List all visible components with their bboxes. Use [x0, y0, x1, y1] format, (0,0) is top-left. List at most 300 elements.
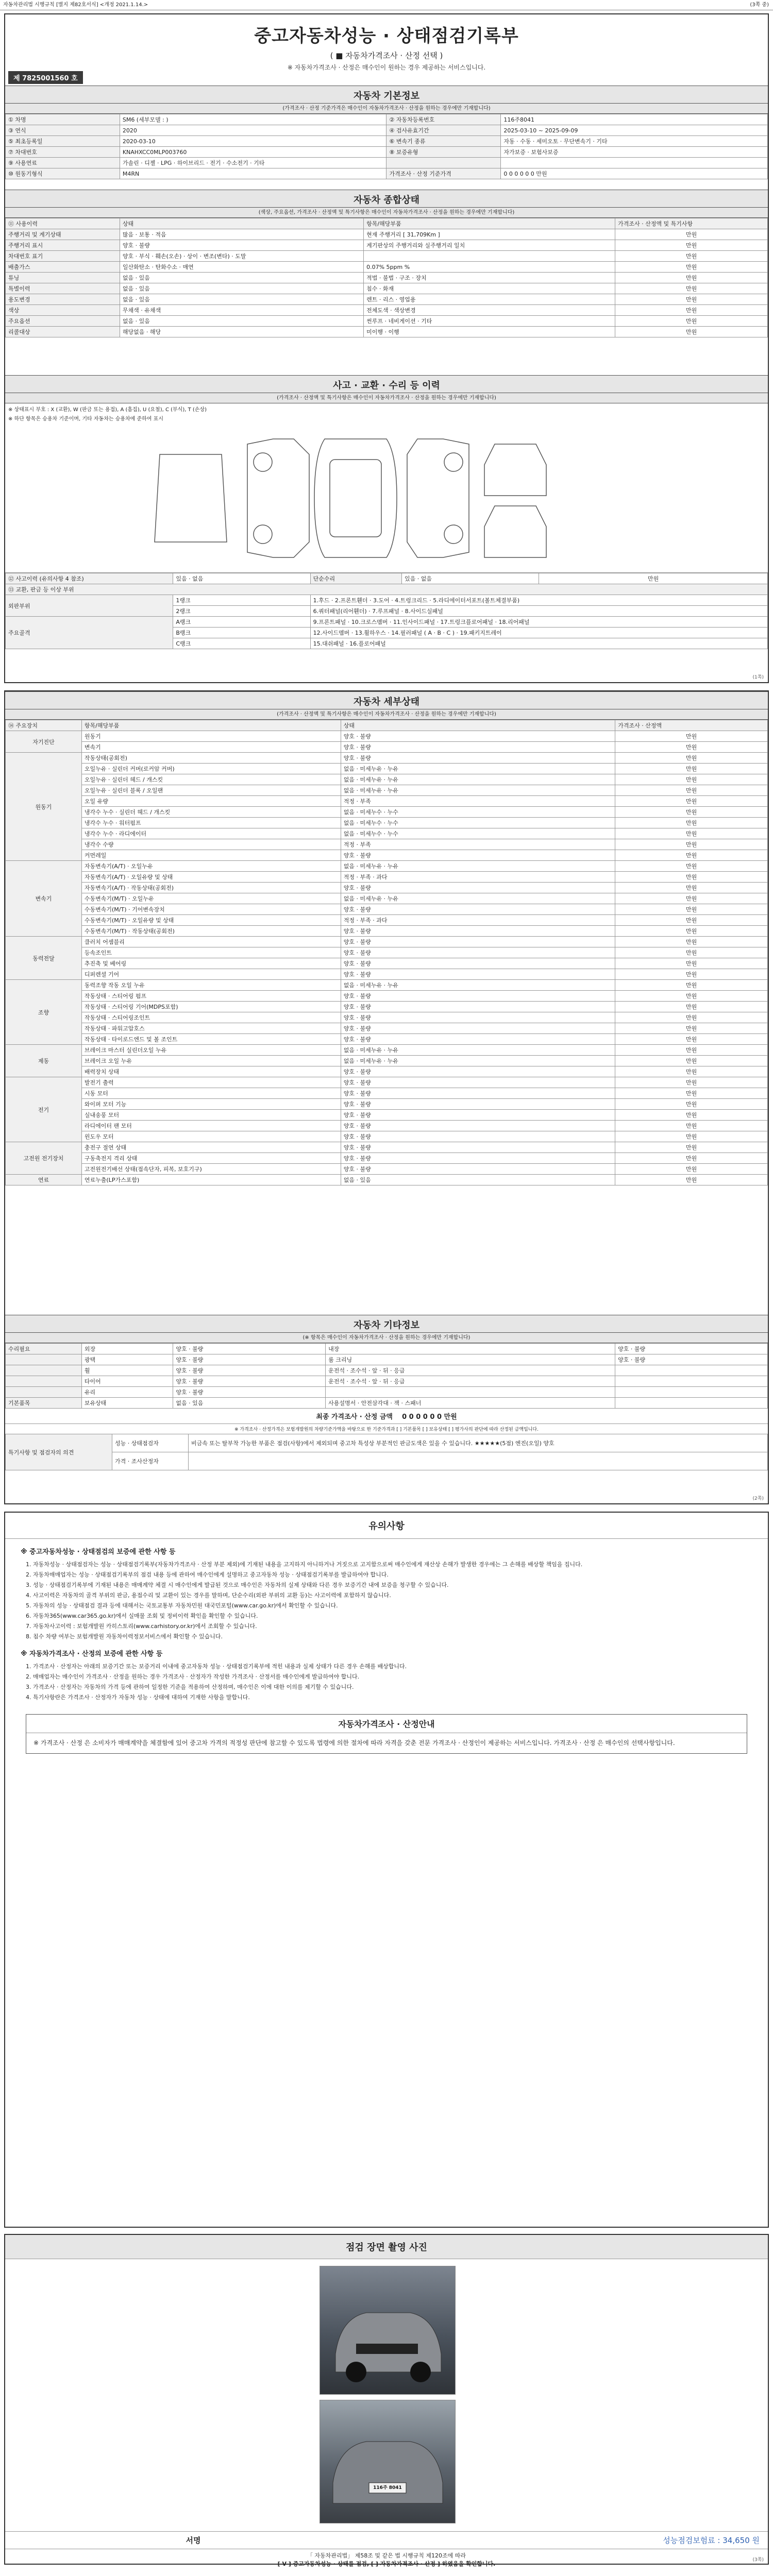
detail-state: 양호 · 불량: [341, 1012, 615, 1023]
sign-row: [5, 2532, 768, 2549]
overall-row: [6, 251, 768, 262]
detail-row: [6, 1153, 768, 1164]
other-group: [6, 1365, 82, 1376]
accident-table: [5, 573, 768, 649]
detail-price: 만원: [615, 1142, 768, 1153]
detail-price: 만원: [615, 980, 768, 991]
detail-state: 양호 · 불량: [341, 1088, 615, 1099]
other-row: [6, 1398, 768, 1409]
detail-row: [6, 958, 768, 969]
perf-inspector-label: 성능 · 상태점검자: [112, 1434, 189, 1452]
detail-row: [6, 991, 768, 1002]
notice-item: 4. 특기사항란은 가격조사 · 산정자가 자동차 성능 · 상태에 대하여 기재한 사항을 말합니다.: [26, 1694, 250, 1701]
overall-price: 만원: [615, 327, 768, 337]
basic-value: 가솔린 · 디젤 · LPG · 하이브리드 · 전기 · 수소전기 · 기타: [120, 158, 386, 168]
insurance-fee: 성능점검보험료 : 34,650 원: [663, 2536, 760, 2545]
other-value-a: 양호 · 불량: [173, 1376, 326, 1387]
simple-repair-value: 있음 · 없음: [402, 573, 539, 584]
detail-price: 만원: [615, 937, 768, 947]
detail-part: 실내송풍 모터: [81, 1110, 341, 1121]
overall-head-2: 상태: [120, 218, 363, 229]
overall-price: 만원: [615, 262, 768, 273]
car-photo-front: [320, 2266, 455, 2394]
rankB-items: 12.사이드멤버 · 13.휠하우스 · 14.필러패널 ( A · B · C ) · 19.패키지트레이: [310, 628, 767, 638]
detail-row: [6, 1077, 768, 1088]
detail-row: [6, 926, 768, 937]
car-front-view: [484, 444, 546, 496]
detail-state: 없음 · 미세누유 · 누유: [341, 1056, 615, 1066]
other-item-b: 운전석 · 조수석 · 앞 · 뒤 · 응급: [326, 1376, 615, 1387]
detail-row: [6, 1056, 768, 1066]
detail-part: 라디에이터 팬 모터: [81, 1121, 341, 1131]
basic-value: 자동 · 수동 · 세미오토 · 무단변속기 · 기타: [501, 136, 768, 147]
detail-state: 없음 · 미세누유 · 누유: [341, 785, 615, 796]
other-value-b: [615, 1398, 768, 1409]
detail-price: 만원: [615, 1153, 768, 1164]
detail-group: 전기: [6, 1077, 82, 1142]
detail-part: 윈도우 모터: [81, 1131, 341, 1142]
detail-part: 브레이크 오일 누유: [81, 1056, 341, 1066]
other-group: [6, 1387, 82, 1398]
detail-state: 없음 · 미세누유 · 누유: [341, 1045, 615, 1056]
price-inspector-text: [188, 1452, 767, 1470]
detail-row: [6, 785, 768, 796]
detail-state: 양호 · 불량: [341, 1002, 615, 1012]
overall-title: 자동차 종합상태: [5, 190, 768, 208]
overall-head-3: 항목/해당부품: [364, 218, 615, 229]
detail-row: [6, 1131, 768, 1142]
detail-row: [6, 1002, 768, 1012]
detail-state: 양호 · 불량: [341, 1023, 615, 1034]
rankA-label: A랭크: [173, 617, 310, 628]
car-right-side: [407, 439, 469, 557]
detail-part: 수동변속기(M/T) · 기어변속장치: [81, 904, 341, 915]
detail-price: 만원: [615, 991, 768, 1002]
other-section: [5, 1315, 768, 1470]
form-header: [5, 14, 768, 72]
detail-price: 만원: [615, 742, 768, 753]
notice-item: 2. 매매업자는 매수인이 가격조사 · 산정을 원하는 경우 가격조사 · 산정자가 작성한 가격조사 · 산정서를 매수인에게 발급하여야 합니다.: [26, 1673, 360, 1680]
detail-head-4: 가격조사 · 산정액: [615, 720, 768, 731]
overall-price: 만원: [615, 240, 768, 251]
detail-state: 양호 · 불량: [341, 947, 615, 958]
overall-row: [6, 294, 768, 305]
rank2-items: 6.쿼터패널(리어휀더) · 7.루프패널 · 8.사이드실패널: [310, 606, 767, 617]
page-mark-3: (3쪽): [752, 2557, 764, 2563]
other-item-b: 내장: [326, 1344, 615, 1354]
detail-row: [6, 774, 768, 785]
other-title: 자동차 기타정보: [5, 1315, 768, 1333]
other-item-b: 운전석 · 조수석 · 앞 · 뒤 · 응급: [326, 1365, 615, 1376]
detail-row: [6, 980, 768, 991]
rank2-label: 2랭크: [173, 606, 310, 617]
detail-price: 만원: [615, 958, 768, 969]
detail-group: 자기진단: [6, 731, 82, 753]
doc-number: 제 7825001560 호: [8, 71, 83, 84]
detail-row: [6, 883, 768, 893]
car-frame-view: [155, 454, 227, 542]
detail-state: 양호 · 불량: [341, 1142, 615, 1153]
overall-row: [6, 240, 768, 251]
detail-state: 양호 · 불량: [341, 991, 615, 1002]
overall-item: 차대번호 표기: [6, 251, 120, 262]
detail-table: [5, 720, 768, 1185]
sign-section: [5, 2531, 768, 2568]
detail-price: 만원: [615, 1131, 768, 1142]
detail-state: 양호 · 불량: [341, 883, 615, 893]
detail-part: 오일누유 · 실린더 헤드 / 개스킷: [81, 774, 341, 785]
detail-price: 만원: [615, 1045, 768, 1056]
detail-price: 만원: [615, 926, 768, 937]
overall-row: [6, 316, 768, 327]
other-value-a: 양호 · 불량: [173, 1344, 326, 1354]
basic-info-sub: (가격조사 · 산정 기준가격은 매수인이 자동차가격조사 · 산정을 원하는 경우에만 기재합니다): [5, 104, 768, 114]
detail-part: 시동 모터: [81, 1088, 341, 1099]
detail-state: 양호 · 불량: [341, 926, 615, 937]
detail-group: 제동: [6, 1045, 82, 1077]
detail-row: [6, 1034, 768, 1045]
accident-legend-2: ※ 하단 항목은 승용차 기준이며, 기타 자동차는 승용차에 준하여 표시: [8, 416, 163, 422]
detail-state: 양호 · 불량: [341, 1034, 615, 1045]
detail-row: [6, 818, 768, 828]
detail-part: 오일누유 · 실린더 블록 / 오일팬: [81, 785, 341, 796]
detail-part: 배력장치 상태: [81, 1066, 341, 1077]
detail-state: 양호 · 불량: [341, 742, 615, 753]
detail-part: 작동상태 · 스티어링 기어(MDPS포함): [81, 1002, 341, 1012]
detail-price: 만원: [615, 1121, 768, 1131]
detail-row: [6, 1164, 768, 1175]
detail-part: 자동변속기(A/T) · 작동상태(공회전): [81, 883, 341, 893]
detail-price: 만원: [615, 872, 768, 883]
confirm-line-1: 「 자동차관리법」 제58조 및 같은 법 시행규칙 제120조에 따라: [307, 2552, 466, 2559]
detail-price: 만원: [615, 1164, 768, 1175]
overall-item: 튜닝: [6, 273, 120, 283]
form-legal-ref: 자동차관리법 시행규칙 [별지 제82호서식] <개정 2021.1.14.>: [3, 2, 148, 8]
detail-state: 양호 · 불량: [341, 937, 615, 947]
overall-row: [6, 273, 768, 283]
other-item-a: 휠: [81, 1365, 173, 1376]
basic-value: 2020-03-10: [120, 136, 386, 147]
detail-row: [6, 1099, 768, 1110]
detail-row: [6, 850, 768, 861]
detail-price: 만원: [615, 839, 768, 850]
detail-price: 만원: [615, 1110, 768, 1121]
rankB-label: B랭크: [173, 628, 310, 638]
basic-key: ④ 검사유효기간: [386, 125, 501, 136]
rankC-label: C랭크: [173, 638, 310, 649]
overall-price: 만원: [615, 283, 768, 294]
detail-head-1: ⑭ 주요장치: [6, 720, 82, 731]
overall-state: 없음 · 있음: [120, 273, 363, 283]
overall-item: 용도변경: [6, 294, 120, 305]
basic-key: ⑥ 변속기 종류: [386, 136, 501, 147]
overall-item: 주행거리 및 계기상태: [6, 229, 120, 240]
detail-row: [6, 969, 768, 980]
frame-label: 주요골격: [6, 617, 173, 649]
detail-group: 동력전달: [6, 937, 82, 980]
accident-history-value: 있음 · 없음: [173, 573, 310, 584]
detail-state: 양호 · 불량: [341, 1131, 615, 1142]
perf-inspector-text: 비금속 또는 탈부착 가능한 부품은 점검(사항)에서 제외되며 중고차 특성상 부분적인 판금도색은 있을 수 있습니다. ★★★★★(5점) 엔진(오일) 양호: [188, 1434, 767, 1452]
detail-state: 양호 · 불량: [341, 1164, 615, 1175]
detail-state: 없음 · 미세누유 · 누유: [341, 861, 615, 872]
doc-number-value: 7825001560: [22, 75, 69, 82]
detail-state: 없음 · 미세누수 · 누수: [341, 818, 615, 828]
other-group: [6, 1376, 82, 1387]
overall-item: 주행거리 표시: [6, 240, 120, 251]
other-table: [5, 1343, 768, 1409]
detail-state: 양호 · 불량: [341, 1077, 615, 1088]
accident-sub: (가격조사 · 산정액 및 특기사항은 매수인이 자동차가격조사 · 산정을 원하는 경우에만 기재합니다): [5, 393, 768, 403]
car-outline-diagram: [5, 423, 768, 573]
overall-head-4: 가격조사 · 산정액 및 특기사항: [615, 218, 768, 229]
detail-price: 만원: [615, 1034, 768, 1045]
overall-price: 만원: [615, 273, 768, 283]
overall-detail: [364, 251, 615, 262]
detail-row: [6, 1110, 768, 1121]
other-row: [6, 1365, 768, 1376]
other-value-a: 양호 · 불량: [173, 1354, 326, 1365]
other-item-b: 룸 크리닝: [326, 1354, 615, 1365]
detail-part: 작동상태(공회전): [81, 753, 341, 764]
basic-key: 가격조사 · 산정 기준가격: [386, 168, 501, 179]
overall-row: [6, 229, 768, 240]
detail-row: [6, 904, 768, 915]
detail-part: 원동기: [81, 731, 341, 742]
total-price-note: ※ 가격조사 · 산정가격은 보험개발원의 차량기준가액을 바탕으로 한 기준가격과 [ ] 기본품목 [ ] 보유상태 [ ] 평가사의 판단에 따라 산정된 금액입니다.: [234, 1427, 539, 1432]
rank1-label: 1랭크: [173, 595, 310, 606]
detail-price: 만원: [615, 861, 768, 872]
photo-title: 점검 장면 촬영 사진: [5, 2235, 768, 2259]
detail-state: 없음 · 미세누수 · 누수: [341, 828, 615, 839]
overall-table: [5, 218, 768, 337]
detail-state: 양호 · 불량: [341, 1110, 615, 1121]
accident-price: 만원: [539, 573, 768, 584]
overall-state: 무채색 · 유채색: [120, 305, 363, 316]
notice-item: 5. 자동차의 성능 · 상태점검 결과 등에 대해서는 국토교통부 자동차민원 대국민포털(www.car.go.kr)에서 확인할 수 있습니다.: [26, 1602, 338, 1609]
overall-item: 배출가스: [6, 262, 120, 273]
other-item-a: 보유상태: [81, 1398, 173, 1409]
notice-item: 7. 자동차사고이력 : 보험개발원 카히스토리(www.carhistory.or.kr)에서 조회할 수 있습니다.: [26, 1623, 257, 1630]
outer-label: 외판부위: [6, 595, 173, 617]
notice-item: 4. 사고이력은 자동차의 골격 부위의 판금, 용접수리 및 교환이 있는 경우를 말하며, 단순수리(외판 부위의 교환 등)는 사고이력에 포함하지 않습니다.: [26, 1592, 391, 1599]
other-item-a: 광택: [81, 1354, 173, 1365]
other-value-a: 없음 · 있음: [173, 1398, 326, 1409]
detail-head-2: 항목/해당부품: [81, 720, 341, 731]
overall-item: 리콜대상: [6, 327, 120, 337]
basic-key: ⑩ 원동기형식: [6, 168, 120, 179]
basic-key: ① 차명: [6, 114, 120, 125]
basic-key: ⑨ 사용연료: [6, 158, 120, 168]
detail-row: [6, 937, 768, 947]
simple-repair-label: 단순수리: [310, 573, 401, 584]
page-mark-1: (1쪽): [752, 675, 764, 680]
overall-price: 만원: [615, 305, 768, 316]
notice-head-2: ※ 자동차가격조사 · 산정의 보증에 관한 사항 등: [21, 1650, 163, 1658]
other-row: [6, 1344, 768, 1354]
detail-price: 만원: [615, 731, 768, 742]
detail-state: 양호 · 불량: [341, 753, 615, 764]
overall-sub: (색상, 주요옵션, 가격조사 · 산정액 및 특기사항은 매수인이 자동차가격조사 · 산정을 원하는 경우에만 기재합니다): [5, 208, 768, 218]
price-guide-text: ※ 가격조사 · 산정 은 소비자가 매매계약을 체결함에 있어 중고차 가격의 적정성 판단에 참고할 수 있도록 법령에 의한 절차에 따라 자격을 갖춘 전문 가격조사 · 산정인이 제공하는 서비스입니다. 가격조사 · 산정 은 매수인의 선택사항입니다.: [33, 1739, 675, 1747]
overall-item: 주요옵션: [6, 316, 120, 327]
overall-price: 만원: [615, 251, 768, 262]
form-subtitle: ( ■ 자동차가격조사 · 산정 선택 ): [330, 51, 443, 60]
other-value-a: 양호 · 불량: [173, 1387, 326, 1398]
basic-value: [501, 158, 768, 168]
detail-row: [6, 1121, 768, 1131]
form-topbar: [0, 0, 773, 10]
overall-head-1: ⑪ 사용이력: [6, 218, 120, 229]
detail-row: [6, 1088, 768, 1099]
accident-title: 사고 · 교환 · 수리 등 이력: [5, 375, 768, 393]
overall-state: 양호 · 불량: [120, 240, 363, 251]
detail-part: 냉각수 누수 · 라디에이터: [81, 828, 341, 839]
detail-row: [6, 1066, 768, 1077]
notice-list-1: [5, 1560, 768, 1641]
overall-detail: 침수 · 화재: [364, 283, 615, 294]
detail-price: 만원: [615, 785, 768, 796]
detail-group: 변속기: [6, 861, 82, 937]
detail-price: 만원: [615, 1088, 768, 1099]
overall-row: [6, 262, 768, 273]
basic-row: [6, 136, 768, 147]
inspection-photo-rear: [320, 2400, 456, 2523]
detail-price: 만원: [615, 1002, 768, 1012]
notice-item: 3. 가격조사 · 산정자는 자동차의 가격 등에 관하여 일정한 기준을 적용하여 산정하며, 매수인은 이에 대한 이의를 제기할 수 있습니다.: [26, 1684, 354, 1690]
detail-state: 양호 · 불량: [341, 1099, 615, 1110]
notice-head-1: ※ 중고자동차성능 · 상태점검의 보증에 관한 사항 등: [21, 1548, 176, 1556]
page-count: (3쪽 중): [750, 2, 769, 8]
detail-state: 양호 · 불량: [341, 1121, 615, 1131]
basic-key: ⑤ 최초등록일: [6, 136, 120, 147]
basic-key: ③ 연식: [6, 125, 120, 136]
other-value-b: [615, 1365, 768, 1376]
detail-part: 냉각수 수량: [81, 839, 341, 850]
basic-key: ⑦ 차대번호: [6, 147, 120, 158]
detail-state: 양호 · 불량: [341, 969, 615, 980]
detail-part: 수동변속기(M/T) · 오일유량 및 상태: [81, 915, 341, 926]
notice-item: 1. 자동차성능 · 상태점검자는 성능 · 상태점검기록부(자동차가격조사 · 산정 부분 제외)에 기재된 내용을 고지하지 아니하거나 거짓으로 고지함으로써 매수인에게 재산상 손해가 발생한 경우에는 그 손해를 배상할 책임을 집니다.: [26, 1561, 583, 1568]
detail-row: [6, 893, 768, 904]
detail-state: 양호 · 불량: [341, 1066, 615, 1077]
overall-state: 양호 · 부식 · 훼손(오손) · 상이 · 변조(변타) · 도말: [120, 251, 363, 262]
photo-sheet: [4, 2234, 769, 2565]
car-rear-view: [484, 506, 546, 557]
detail-part: 고전원전기배선 상태(접속단자, 피복, 보호기구): [81, 1164, 341, 1175]
overall-row: [6, 283, 768, 294]
detail-price: 만원: [615, 753, 768, 764]
other-row: [6, 1376, 768, 1387]
basic-value: 2025-03-10 ~ 2025-09-09: [501, 125, 768, 136]
detail-row: [6, 947, 768, 958]
detail-group: 연료: [6, 1175, 82, 1185]
notice-item: 8. 침수 차량 여부는 보험개발원 자동차이력정보서비스에서 확인할 수 있습니다.: [26, 1633, 223, 1640]
notice-list-2: [5, 1662, 768, 1702]
detail-part: 냉각수 누수 · 실린더 헤드 / 개스킷: [81, 807, 341, 818]
detail-state: 없음 · 미세누수 · 누수: [341, 807, 615, 818]
detail-price: 만원: [615, 1012, 768, 1023]
detail-part: 자동변속기(A/T) · 오일누유: [81, 861, 341, 872]
detail-part: 변속기: [81, 742, 341, 753]
detail-state: 적정 · 부족: [341, 839, 615, 850]
price-inspector-label: 가격 · 조사산정자: [112, 1452, 189, 1470]
basic-row: [6, 168, 768, 179]
car-top-view: [314, 439, 397, 557]
detail-state: 양호 · 불량: [341, 1153, 615, 1164]
other-group: 수리필요: [6, 1344, 82, 1354]
detail-part: 충전구 절연 상태: [81, 1142, 341, 1153]
detail-sub: (가격조사 · 산정액 및 특기사항은 매수인이 자동차가격조사 · 산정을 원하는 경우에만 기재합니다): [5, 709, 768, 720]
other-value-b: [615, 1376, 768, 1387]
detail-section: [5, 691, 768, 1185]
detail-price: 만원: [615, 1066, 768, 1077]
detail-part: 오일누유 · 실린더 커버(로커암 커버): [81, 764, 341, 774]
other-item-a: 타이어: [81, 1376, 173, 1387]
detail-row: [6, 807, 768, 818]
overall-row: [6, 327, 768, 337]
basic-row: [6, 158, 768, 168]
overall-state: 해당없음 · 해당: [120, 327, 363, 337]
other-item-a: 외장: [81, 1344, 173, 1354]
basic-info-section: [5, 86, 768, 179]
total-price-label: 최종 가격조사 · 산정 금액: [316, 1413, 393, 1421]
detail-price: 만원: [615, 828, 768, 839]
price-guide-title: 자동차가격조사 · 산정안내: [26, 1715, 747, 1733]
notice-item: 6. 자동차365(www.car365.go.kr)에서 실매물 조회 및 정비이력 확인을 확인할 수 있습니다.: [26, 1613, 258, 1619]
detail-part: 오일 유량: [81, 796, 341, 807]
detail-row: [6, 796, 768, 807]
detail-part: 추진축 및 베어링: [81, 958, 341, 969]
detail-row: [6, 764, 768, 774]
detail-state: 적정 · 부족 · 과다: [341, 872, 615, 883]
detail-price: 만원: [615, 893, 768, 904]
detail-row: [6, 839, 768, 850]
inspection-photo-front: [320, 2266, 456, 2395]
detail-price: 만원: [615, 904, 768, 915]
detail-row: [6, 872, 768, 883]
accident-legend: ※ 상태표시 부호 : X (교환), W (판금 또는 용접), A (흠집), U (요철), C (부식), T (손상): [8, 407, 207, 413]
detail-row: [6, 1012, 768, 1023]
detail-price: 만원: [615, 883, 768, 893]
detail-row: [6, 731, 768, 742]
overall-row: [6, 305, 768, 316]
detail-price: 만원: [615, 1099, 768, 1110]
detail-group: 원동기: [6, 753, 82, 861]
other-sub: (※ 항목은 매수인이 자동차가격조사 · 산정을 원하는 경우에만 기재합니다): [5, 1333, 768, 1343]
basic-row: [6, 147, 768, 158]
exchange-header: ⑬ 교환, 판금 등 이상 부위: [6, 584, 768, 595]
car-left-side: [247, 439, 309, 557]
basic-value: SM6 (세부모델 : ): [120, 114, 386, 125]
detail-row: [6, 861, 768, 872]
detail-price: 만원: [615, 796, 768, 807]
detail-title: 자동차 세부상태: [5, 691, 768, 709]
basic-row: [6, 114, 768, 125]
overall-item: 특별이력: [6, 283, 120, 294]
detail-row: [6, 828, 768, 839]
detail-price: 만원: [615, 818, 768, 828]
basic-value: M4RN: [120, 168, 386, 179]
detail-row: [6, 915, 768, 926]
detail-state: 양호 · 불량: [341, 731, 615, 742]
overall-detail: 전체도색 · 색상변경: [364, 305, 615, 316]
form-note: ※ 자동차가격조사 · 산정은 매수인이 원하는 경우 제공하는 서비스입니다.: [287, 64, 486, 71]
detail-part: 냉각수 누수 · 워터펌프: [81, 818, 341, 828]
detail-part: 작동상태 · 스티어링조인트: [81, 1012, 341, 1023]
overall-detail: 미이행 · 이행: [364, 327, 615, 337]
notice-title: 유의사항: [5, 1513, 768, 1539]
